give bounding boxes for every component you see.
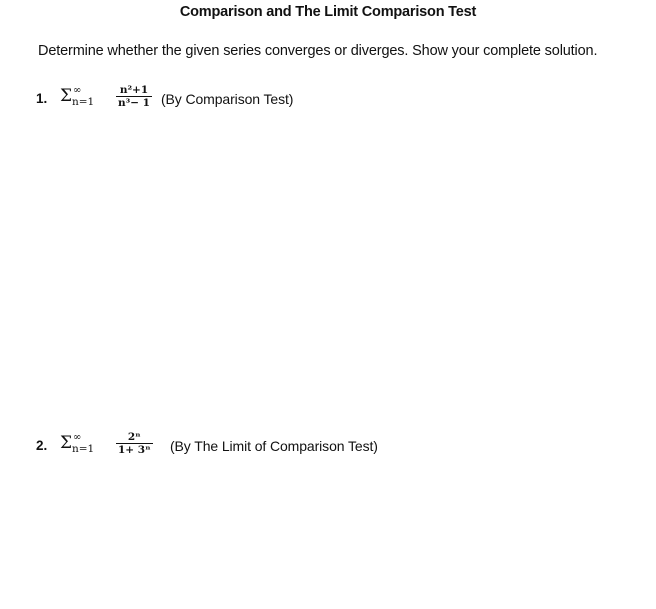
problem-number: 2. [36,438,48,453]
summation-upper-limit: ∞ [73,432,82,443]
summation-symbol: Σ [60,433,73,453]
test-method-label: (By The Limit of Comparison Test) [170,438,378,454]
problem-number: 1. [36,91,48,106]
fraction-numerator: 2ⁿ [116,432,153,444]
series-expression [60,84,170,114]
summation-lower-limit: n=1 [72,96,95,108]
series-term-fraction [116,85,152,109]
test-method-label: (By Comparison Test) [161,91,294,107]
summation-upper-limit: ∞ [73,85,82,96]
fraction-numerator: n²+1 [116,85,152,97]
fraction-denominator: n³− 1 [118,97,150,109]
instructions-text: Determine whether the given series converges or diverges. Show your complete solution. [38,43,598,59]
fraction-denominator: 1+ 3ⁿ [118,444,151,456]
series-term-fraction [116,432,153,456]
series-expression [60,431,170,461]
summation-lower-limit: n=1 [72,443,95,455]
page-title: Comparison and The Limit Comparison Test [179,4,477,20]
summation-symbol: Σ [60,86,73,106]
